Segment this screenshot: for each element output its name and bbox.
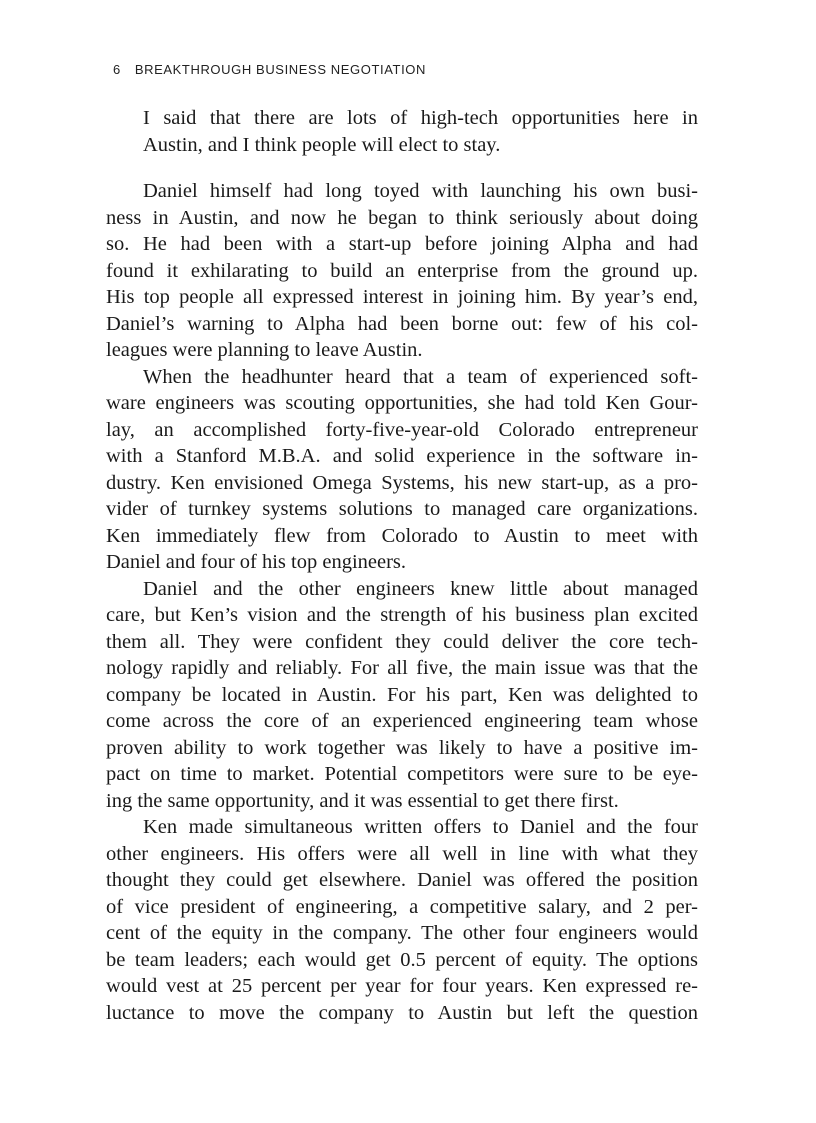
text-line: proven ability to work together was likely to have a positive im- <box>106 736 698 759</box>
text-line: lay, an accomplished forty-five-year-old Colorado entrepreneur <box>106 418 698 441</box>
text-line: be team leaders; each would get 0.5 percent of equity. The options <box>106 948 698 971</box>
text-line: ness in Austin, and now he began to think seriously about doing <box>106 206 698 229</box>
text-line: nology rapidly and reliably. For all five, the main issue was that the <box>106 657 698 679</box>
text-line: I said that there are lots of high-tech opportunities here in <box>143 107 698 129</box>
text-line: with a Stanford M.B.A. and solid experience in the software in- <box>106 445 698 467</box>
text-line: cent of the equity in the company. The other four engineers would <box>106 922 698 944</box>
text-line: would vest at 25 percent per year for four years. Ken expressed re- <box>106 975 698 997</box>
text-line: Daniel and four of his top engineers. <box>106 551 407 573</box>
text-line: Ken immediately flew from Colorado to Austin to meet with <box>106 524 698 547</box>
text-line: dustry. Ken envisioned Omega Systems, his new start-up, as a pro- <box>106 471 698 494</box>
text-line: luctance to move the company to Austin but left the question <box>106 1001 698 1024</box>
text-line: thought they could get elsewhere. Daniel was offered the position <box>106 869 698 891</box>
text-line: When the headhunter heard that a team of experienced soft- <box>143 365 698 388</box>
page-number: 6 <box>113 62 121 77</box>
text-line: Daniel’s warning to Alpha had been borne out: few of his col- <box>106 312 698 335</box>
text-line: found it exhilarating to build an enterprise from the ground up. <box>106 259 698 282</box>
text-line: vider of turnkey systems solutions to managed care organizations. <box>106 498 698 520</box>
running-header <box>113 62 426 77</box>
text-line: ware engineers was scouting opportunities, she had told Ken Gour- <box>106 392 698 414</box>
text-line: of vice president of engineering, a competitive salary, and 2 per- <box>106 895 698 918</box>
text-line: Ken made simultaneous written offers to Daniel and the four <box>143 816 698 838</box>
text-line: so. He had been with a start-up before joining Alpha and had <box>106 233 698 255</box>
running-title: BREAKTHROUGH BUSINESS NEGOTIATION <box>134 62 426 77</box>
text-line: ing the same opportunity, and it was essential to get there first. <box>106 789 619 812</box>
paragraph <box>106 178 698 364</box>
text-line: leagues were planning to leave Austin. <box>106 339 423 361</box>
text-line: Daniel and the other engineers knew little about managed <box>143 577 698 600</box>
text-line: care, but Ken’s vision and the strength of his business plan excited <box>106 604 698 626</box>
block-quote <box>143 105 698 158</box>
paragraph <box>106 576 698 815</box>
text-line: them all. They were confident they could deliver the core tech- <box>106 630 698 653</box>
text-line: company be located in Austin. For his part, Ken was delighted to <box>106 683 698 706</box>
paragraph <box>106 814 698 1026</box>
text-line: Austin, and I think people will elect to stay. <box>143 133 501 156</box>
text-line: pact on time to market. Potential competitors were sure to be eye- <box>106 763 698 785</box>
text-line: Daniel himself had long toyed with launching his own busi- <box>143 180 698 202</box>
body-text <box>106 105 698 1026</box>
text-line: other engineers. His offers were all well in line with what they <box>106 842 698 865</box>
text-line: come across the core of an experienced engineering team whose <box>106 710 698 732</box>
text-line: His top people all expressed interest in joining him. By year’s end, <box>106 286 698 308</box>
paragraph <box>106 364 698 576</box>
